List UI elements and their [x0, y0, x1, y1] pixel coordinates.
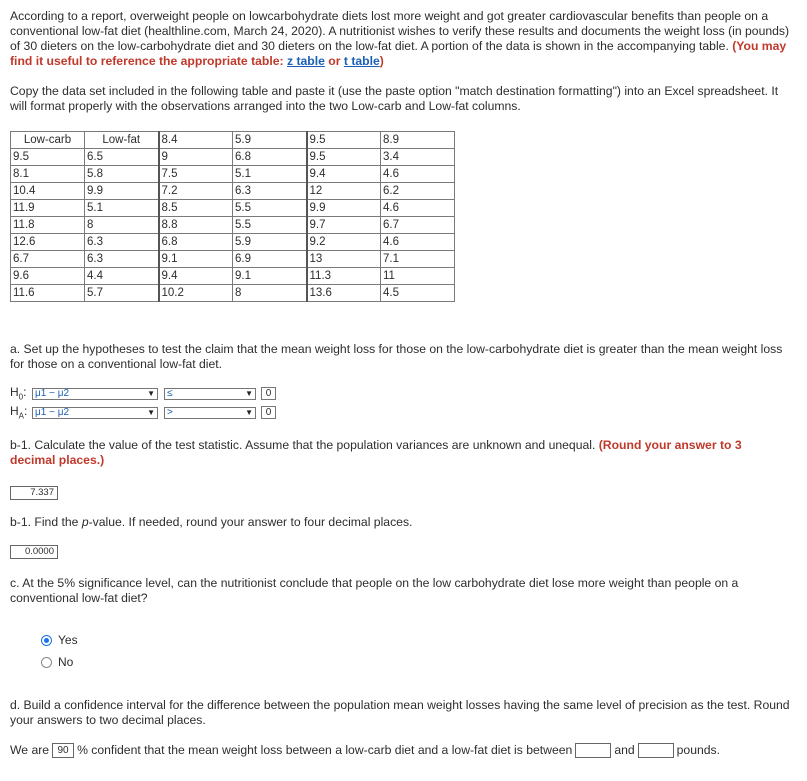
- table-row: [11, 149, 455, 166]
- chevron-down-icon: ▼: [245, 388, 253, 398]
- table-cell: 8.5: [159, 200, 233, 217]
- problem-intro: [10, 9, 790, 69]
- p-value-input[interactable]: 0.0000: [10, 545, 58, 559]
- table-cell: 6.8: [159, 234, 233, 251]
- ci-upper-input[interactable]: [638, 743, 674, 758]
- chevron-down-icon: ▼: [147, 388, 155, 398]
- table-cell: 11.9: [11, 200, 85, 217]
- part-c-question: c. At the 5% significance level, can the nutritionist conclude that people on the low carbohydrate diet lose more weight than people on a conventional low-fat diet?: [10, 576, 739, 605]
- ci-prefix: We are: [10, 743, 50, 757]
- h0-label: $H_0$:: [10, 385, 27, 402]
- header-cell: 9.5: [307, 132, 381, 149]
- table-cell: 5.5: [233, 200, 307, 217]
- table-cell: 7.2: [159, 183, 233, 200]
- ci-suffix: pounds.: [676, 743, 721, 757]
- reference-prefix: (You may find it useful to reference the appropriate table:: [10, 39, 787, 68]
- t-table-link[interactable]: t table: [343, 54, 380, 68]
- chevron-down-icon: ▼: [245, 407, 253, 417]
- table-row: [11, 200, 455, 217]
- table-cell: 9.4: [307, 166, 381, 183]
- part-d-question: d. Build a confidence interval for the difference between the population mean weight losses having the same level of precision as the test. Round your answers to two decimal places.: [10, 698, 790, 727]
- table-cell: 7.5: [159, 166, 233, 183]
- b2-suffix: -value. If needed, round your answer to four decimal places.: [88, 515, 413, 529]
- data-table: [10, 131, 455, 302]
- table-cell: 4.4: [85, 268, 159, 285]
- ha-value-input[interactable]: 0: [261, 406, 276, 419]
- ha-parameter-select[interactable]: [32, 407, 158, 419]
- table-cell: 12: [307, 183, 381, 200]
- table-row: [11, 183, 455, 200]
- table-cell: 7.1: [381, 251, 455, 268]
- b2-prefix: b-1. Find the: [10, 515, 82, 529]
- table-cell: 9.1: [159, 251, 233, 268]
- table-cell: 10.2: [159, 285, 233, 302]
- table-cell: 4.5: [381, 285, 455, 302]
- reference-suffix: ): [379, 54, 384, 68]
- table-cell: 9.6: [11, 268, 85, 285]
- table-cell: 8.1: [11, 166, 85, 183]
- table-cell: 6.3: [85, 251, 159, 268]
- table-row: [11, 234, 455, 251]
- chevron-down-icon: ▼: [147, 407, 155, 417]
- radio-no[interactable]: [41, 655, 73, 669]
- radio-unselected-icon[interactable]: [41, 657, 52, 668]
- h0-parameter-select[interactable]: [32, 388, 158, 400]
- table-header-row: [11, 132, 455, 149]
- table-cell: 5.1: [233, 166, 307, 183]
- ha-operator-value: >: [167, 406, 173, 418]
- confidence-level-input[interactable]: 90: [52, 743, 74, 758]
- table-cell: 3.4: [381, 149, 455, 166]
- table-cell: 11.3: [307, 268, 381, 285]
- alternative-hypothesis-row: [10, 405, 276, 420]
- h0-operator-select[interactable]: [164, 388, 256, 400]
- part-b2-question: [10, 515, 412, 529]
- table-cell: 5.7: [85, 285, 159, 302]
- radio-yes[interactable]: [41, 633, 78, 647]
- table-cell: 6.3: [85, 234, 159, 251]
- z-table-link[interactable]: z table: [286, 54, 325, 68]
- h0-parameter-value: μ1 − μ2: [35, 387, 70, 399]
- b1-question-text: b-1. Calculate the value of the test statistic. Assume that the population variances are unknown and unequal.: [10, 438, 599, 452]
- table-cell: 4.6: [381, 200, 455, 217]
- part-a-question: a. Set up the hypotheses to test the claim that the mean weight loss for those on the low-carbohydrate diet is greater than the mean weight loss for those on a conventional low-fat diet.: [10, 342, 783, 371]
- table-cell: 5.1: [85, 200, 159, 217]
- radio-selected-icon[interactable]: [41, 635, 52, 646]
- table-cell: 6.8: [233, 149, 307, 166]
- table-cell: 5.9: [233, 234, 307, 251]
- table-cell: 9.5: [307, 149, 381, 166]
- table-cell: 6.7: [381, 217, 455, 234]
- table-cell: 13.6: [307, 285, 381, 302]
- table-cell: 4.6: [381, 166, 455, 183]
- table-cell: 6.5: [85, 149, 159, 166]
- b1-round-note: (Round your answer to 3 decimal places.): [10, 438, 742, 467]
- ha-operator-select[interactable]: [164, 407, 256, 419]
- or-text: or: [324, 54, 344, 68]
- table-cell: 11: [381, 268, 455, 285]
- part-b1-question: [10, 438, 790, 468]
- confidence-interval-sentence: [10, 742, 720, 758]
- table-cell: 11.6: [11, 285, 85, 302]
- table-cell: 6.9: [233, 251, 307, 268]
- ci-lower-input[interactable]: [575, 743, 611, 758]
- table-cell: 5.8: [85, 166, 159, 183]
- table-row: [11, 166, 455, 183]
- header-cell: 8.9: [381, 132, 455, 149]
- table-cell: 12.6: [11, 234, 85, 251]
- table-cell: 11.8: [11, 217, 85, 234]
- table-cell: 9.4: [159, 268, 233, 285]
- radio-yes-label: Yes: [58, 633, 78, 647]
- table-cell: 9.2: [307, 234, 381, 251]
- table-cell: 4.6: [381, 234, 455, 251]
- table-cell: 10.4: [11, 183, 85, 200]
- intro-text: According to a report, overweight people on lowcarbohydrate diets lost more weight and got greater cardiovascular benefits than people on a conventional low-fat diet (healthline.com, March 24, 2020). A nutritionist wishes to verify these results and documents the weight loss (in pounds) of 30 dieters on the low-carbohydrate diet and 30 dieters on the low-fat diet. A portion of the data is shown in the accompanying table.: [10, 9, 790, 53]
- header-cell: 8.4: [159, 132, 233, 149]
- table-row: [11, 268, 455, 285]
- b2-italic: p: [81, 515, 89, 529]
- table-cell: 5.5: [233, 217, 307, 234]
- table-cell: 13: [307, 251, 381, 268]
- table-cell: 8: [233, 285, 307, 302]
- table-cell: 9: [159, 149, 233, 166]
- table-cell: 6.7: [11, 251, 85, 268]
- table-cell: 6.2: [381, 183, 455, 200]
- table-cell: 6.3: [233, 183, 307, 200]
- table-cell: 8.8: [159, 217, 233, 234]
- table-cell: 9.9: [85, 183, 159, 200]
- ci-middle-text: % confident that the mean weight loss between a low-carb diet and a low-fat diet is between: [77, 743, 573, 757]
- copy-instructions: Copy the data set included in the following table and paste it (use the paste option "match destination formatting") into an Excel spreadsheet. It will format properly with the observations arranged into the two Low-carb and Low-fat columns.: [10, 84, 779, 113]
- table-cell: 9.1: [233, 268, 307, 285]
- table-cell: 9.5: [11, 149, 85, 166]
- header-cell: Low-carb: [11, 132, 85, 149]
- h0-operator-value: ≤: [167, 387, 173, 399]
- h0-value-input[interactable]: 0: [261, 387, 276, 400]
- ci-and-text: and: [614, 743, 635, 757]
- table-row: [11, 217, 455, 234]
- radio-no-label: No: [58, 655, 74, 669]
- table-row: [11, 251, 455, 268]
- table-cell: 9.9: [307, 200, 381, 217]
- table-cell: 8: [85, 217, 159, 234]
- null-hypothesis-row: [10, 386, 276, 401]
- ha-label: $H_A$:: [10, 404, 28, 421]
- ha-parameter-value: μ1 − μ2: [35, 406, 70, 418]
- header-cell: Low-fat: [85, 132, 159, 149]
- table-row: [11, 285, 455, 302]
- header-cell: 5.9: [233, 132, 307, 149]
- table-cell: 9.7: [307, 217, 381, 234]
- test-statistic-input[interactable]: 7.337: [10, 486, 58, 500]
